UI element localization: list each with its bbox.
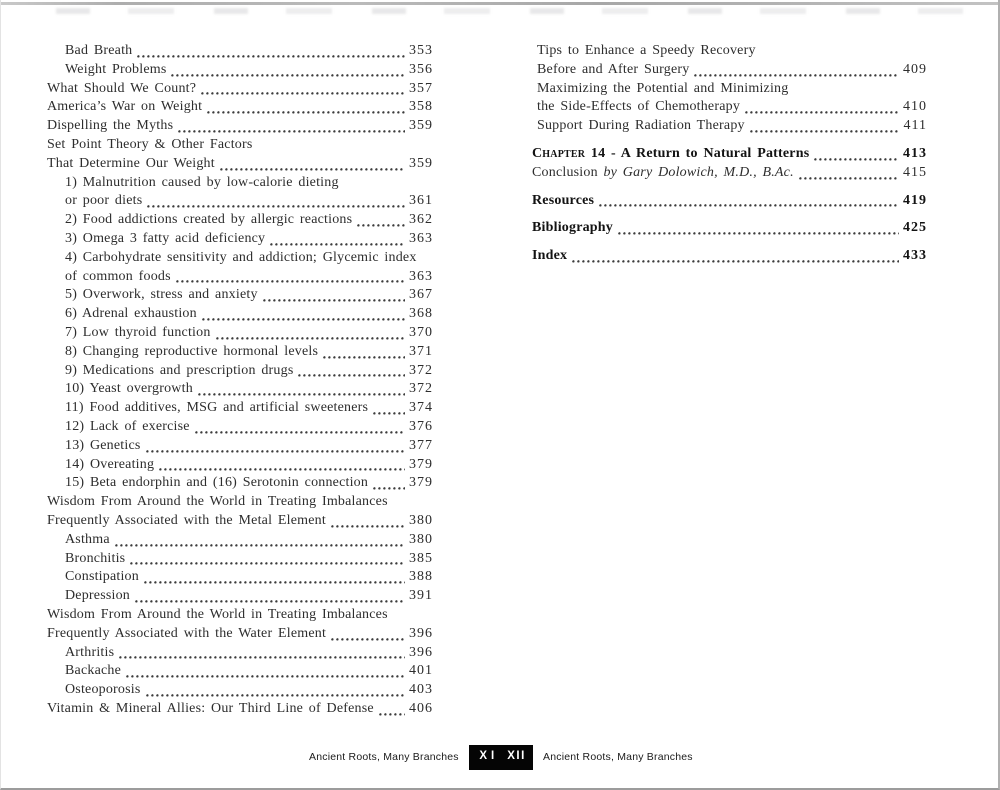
toc-entry-text: Depression: [65, 588, 130, 604]
toc-entry-wrap-line: Wisdom From Around the World in Treating Imbalances: [47, 494, 388, 510]
toc-entry-title: [65, 230, 265, 249]
footer-left-page: [309, 744, 504, 770]
toc-entry: [47, 42, 433, 61]
toc-entry-title: [65, 380, 193, 399]
toc-entry-title: [65, 568, 139, 587]
dot-leader: [216, 324, 405, 343]
toc-entry-text: Weight Problems: [65, 61, 167, 77]
toc-page-number: 379: [409, 456, 433, 472]
toc-entry-line: [532, 192, 927, 211]
toc-entry-text: 5) Overwork, stress and anxiety: [65, 287, 258, 303]
toc-entry-title: [532, 219, 613, 238]
toc-entry-title: [65, 418, 190, 437]
toc-entry-line: [65, 550, 433, 569]
toc-page-number: 380: [409, 512, 433, 528]
toc-page-number: 396: [409, 625, 433, 641]
toc-page-number: 379: [409, 475, 433, 491]
toc-entry: [532, 117, 927, 136]
dot-leader: [814, 145, 899, 164]
dot-leader: [298, 362, 405, 381]
toc-entry-line: [537, 117, 927, 136]
toc-entry-title: [65, 399, 368, 418]
toc-entry-text: 14 - A Return to Natural Patterns: [585, 145, 810, 161]
chapter-smallcaps-label: Chapter: [532, 145, 586, 161]
dot-leader: [146, 681, 405, 700]
toc-entry-line: [65, 286, 433, 305]
toc-page-number: 362: [409, 212, 433, 228]
toc-entry-text: Asthma: [65, 531, 110, 547]
toc-entry-line: [65, 192, 433, 211]
toc-page-number: 406: [409, 700, 433, 716]
toc-page-number: 409: [903, 61, 927, 77]
toc-entry-text: 11) Food additives, MSG and artificial sweeteners: [65, 400, 369, 416]
toc-entry: [47, 399, 433, 418]
toc-entry: [47, 211, 433, 230]
toc-page-number: 361: [409, 193, 433, 209]
toc-entry-title: [65, 61, 166, 80]
toc-entry-line: [65, 531, 433, 550]
toc-entry-text: 6) Adrenal exhaustion: [65, 306, 197, 322]
toc-entry-title: [47, 625, 326, 644]
toc-entry-line: [65, 681, 433, 700]
toc-entry: [47, 681, 433, 700]
toc-entry-title: [47, 155, 215, 174]
toc-page-number: 372: [409, 362, 433, 378]
dot-leader: [572, 247, 899, 266]
toc-entry-line: [65, 343, 433, 362]
toc-entry: [47, 343, 433, 362]
toc-entry: [532, 42, 927, 80]
toc-entry-line: [65, 568, 433, 587]
toc-entry-text: 15) Beta endorphin and (16) Serotonin connection: [65, 475, 369, 491]
toc-page-number: 410: [903, 99, 927, 115]
toc-entry: [532, 164, 927, 183]
toc-entry-title: [65, 286, 258, 305]
toc-page-number: 403: [409, 682, 433, 698]
toc-page-number: 419: [903, 192, 927, 208]
toc-entry-line: [47, 117, 433, 136]
footer-right-page: [498, 744, 693, 770]
toc-page-number: 371: [409, 343, 433, 359]
dot-leader: [357, 211, 405, 230]
toc-entry-line: [47, 512, 433, 531]
toc-entry-text: Index: [532, 248, 568, 264]
toc-page-number: 396: [409, 644, 433, 660]
toc-entry: [47, 662, 433, 681]
dot-leader: [198, 380, 405, 399]
toc-entry: [532, 247, 927, 266]
toc-entry-text: or poor diets: [65, 193, 143, 209]
toc-entry-title: [65, 42, 132, 61]
toc-entry: [47, 568, 433, 587]
toc-entry-wrap-line: Set Point Theory & Other Factors: [47, 136, 253, 152]
toc-page-number: 367: [409, 287, 433, 303]
dot-leader: [201, 80, 405, 99]
dot-leader: [126, 662, 405, 681]
toc-entry-line: [537, 98, 927, 117]
toc-entry: [47, 80, 433, 99]
dot-leader: [745, 98, 899, 117]
toc-entry-title: [65, 324, 211, 343]
toc-entry-line: [47, 700, 433, 719]
toc-entry-line: [65, 456, 433, 475]
toc-entry-text: Bad Breath: [65, 43, 133, 58]
toc-entry-title: [47, 80, 196, 99]
toc-entry: [47, 550, 433, 569]
toc-entry-title: [65, 268, 171, 287]
toc-entry-title: [65, 437, 141, 456]
toc-entry-line: [532, 219, 927, 238]
toc-page-number: 425: [903, 220, 927, 236]
dot-leader: [147, 192, 405, 211]
dot-leader: [137, 42, 405, 61]
toc-entry-title: [65, 192, 142, 211]
page-footer: [1, 744, 1000, 774]
dot-leader: [379, 700, 405, 719]
dot-leader: [119, 644, 405, 663]
dot-leader: [146, 437, 405, 456]
toc-entry: [47, 286, 433, 305]
toc-entry-line: [65, 211, 433, 230]
dot-leader: [130, 550, 405, 569]
scan-smudge-artifact: [56, 8, 963, 14]
toc-page-number: 363: [409, 230, 433, 246]
toc-entry-line: [532, 164, 927, 183]
toc-page-number: 359: [409, 118, 433, 134]
toc-entry: [47, 136, 433, 174]
page-number-box-right: XII: [498, 745, 533, 770]
toc-entry-line: [532, 145, 927, 164]
toc-entry-title: [65, 211, 352, 230]
toc-entry-line: [65, 644, 433, 663]
toc-entry-text: 14) Overeating: [65, 456, 155, 472]
toc-entry-title: [532, 164, 794, 183]
toc-entry-text: America’s War on Weight: [47, 99, 203, 115]
toc-entry: [47, 98, 433, 117]
toc-entry-title: [65, 587, 130, 606]
toc-entry-text: Conclusion: [532, 164, 598, 180]
toc-entry-title: [65, 343, 318, 362]
toc-entry: [47, 418, 433, 437]
toc-entry-wrap-line: Tips to Enhance a Speedy Recovery: [537, 43, 756, 58]
toc-entry: [47, 644, 433, 663]
toc-entry: [47, 531, 433, 550]
toc-entry-line: [65, 587, 433, 606]
toc-entry-title: [65, 531, 110, 550]
toc-entry-text: 9) Medications and prescription drugs: [65, 362, 294, 378]
toc-entry-text: Dispelling the Myths: [47, 118, 174, 134]
toc-left-column: [47, 42, 433, 719]
toc-entry-line: [65, 324, 433, 343]
dot-leader: [599, 192, 899, 211]
toc-page-number: 374: [409, 400, 433, 416]
toc-page-number: 415: [903, 164, 927, 180]
toc-entry-line: [65, 380, 433, 399]
dot-leader: [195, 418, 405, 437]
toc-entry: [47, 606, 433, 644]
toc-entry-title: [65, 305, 197, 324]
toc-entry: [47, 117, 433, 136]
toc-entry-text: Frequently Associated with the Metal Element: [47, 512, 326, 528]
toc-entry-line: [47, 155, 433, 174]
toc-page-number: 376: [409, 418, 433, 434]
dot-leader: [263, 286, 405, 305]
dot-leader: [618, 219, 899, 238]
toc-entry-text: 7) Low thyroid function: [65, 324, 211, 340]
dot-leader: [115, 531, 405, 550]
toc-entry-text: Before and After Surgery: [537, 61, 690, 77]
toc-page-number: 356: [409, 61, 433, 77]
toc-page-number: 413: [903, 145, 927, 161]
dot-leader: [373, 399, 405, 418]
toc-entry: [47, 61, 433, 80]
toc-entry-text: Resources: [532, 192, 595, 208]
toc-page-number: 411: [903, 118, 927, 134]
toc-page-number: 433: [903, 248, 927, 264]
toc-entry: [532, 145, 927, 164]
dot-leader: [694, 61, 899, 80]
toc-entry-line: [47, 98, 433, 117]
toc-entry-line: [65, 230, 433, 249]
toc-entry-line: [65, 305, 433, 324]
dot-leader: [331, 512, 405, 531]
toc-entry-title: [532, 145, 809, 164]
toc-entry-text: That Determine Our Weight: [47, 155, 215, 171]
toc-page-number: 353: [409, 43, 433, 58]
toc-entry-text: of common foods: [65, 268, 171, 284]
toc-entry-line: [47, 80, 433, 99]
toc-entry: [47, 174, 433, 212]
toc-page-number: 358: [409, 99, 433, 115]
toc-entry-text: Backache: [65, 663, 122, 679]
toc-entry-wrap-line: Wisdom From Around the World in Treating Imbalances: [47, 606, 388, 622]
page-number-box-left: XI: [469, 745, 504, 770]
toc-right-column: [532, 42, 927, 266]
toc-entry-title: [65, 681, 141, 700]
toc-entry-byline: by Gary Dolowich, M.D., B.Ac.: [597, 164, 794, 180]
toc-entry: [47, 249, 433, 287]
toc-entry: [47, 380, 433, 399]
toc-entry-line: [65, 399, 433, 418]
toc-page-number: 357: [409, 80, 433, 96]
toc-entry: [47, 305, 433, 324]
toc-entry-line: [65, 418, 433, 437]
toc-entry-text: 2) Food addictions created by allergic reactions: [65, 212, 353, 228]
toc-page-number: 377: [409, 437, 433, 453]
toc-entry-wrap-line: 1) Malnutrition caused by low-calorie dieting: [65, 174, 339, 190]
dot-leader: [171, 61, 405, 80]
toc-entry: [47, 362, 433, 381]
toc-entry-line: [65, 474, 433, 493]
toc-entry-line: [65, 268, 433, 287]
toc-entry: [47, 474, 433, 493]
toc-entry: [532, 80, 927, 118]
toc-page-number: 363: [409, 268, 433, 284]
toc-entry-line: [537, 61, 927, 80]
book-title: Ancient Roots, Many Branches: [309, 751, 459, 763]
toc-entry-title: [532, 192, 594, 211]
toc-entry-title: [537, 117, 745, 136]
dot-leader: [220, 155, 405, 174]
toc-entry-text: 12) Lack of exercise: [65, 418, 190, 434]
toc-entry-title: [537, 98, 740, 117]
toc-entry-text: 13) Genetics: [65, 437, 141, 453]
toc-entry-line: [65, 362, 433, 381]
toc-entry-text: Osteoporosis: [65, 682, 141, 698]
toc-entry-line: [65, 662, 433, 681]
toc-entry-wrap-line: Maximizing the Potential and Minimizing: [537, 80, 789, 96]
toc-entry-line: [65, 61, 433, 80]
toc-entry-text: Support During Radiation Therapy: [537, 118, 745, 134]
toc-entry-text: the Side-Effects of Chemotherapy: [537, 99, 741, 115]
toc-entry-title: [532, 247, 567, 266]
toc-entry-text: Bronchitis: [65, 550, 126, 566]
toc-entry-title: [65, 644, 114, 663]
toc-entry-text: What Should We Count?: [47, 80, 197, 96]
dot-leader: [270, 230, 405, 249]
toc-entry-title: [65, 662, 121, 681]
toc-entry-title: [47, 98, 202, 117]
toc-entry-title: [65, 474, 368, 493]
toc-page-number: 359: [409, 155, 433, 171]
toc-entry-text: Frequently Associated with the Water Element: [47, 625, 327, 641]
toc-entry-text: 8) Changing reproductive hormonal levels: [65, 343, 319, 359]
dot-leader: [176, 268, 405, 287]
toc-entry-title: [65, 362, 293, 381]
toc-entry: [47, 700, 433, 719]
toc-entry: [47, 324, 433, 343]
dot-leader: [373, 474, 405, 493]
toc-entry: [47, 437, 433, 456]
toc-page-number: 372: [409, 381, 433, 397]
toc-page-number: 401: [409, 663, 433, 679]
toc-entry: [47, 493, 433, 531]
toc-page-number: 370: [409, 324, 433, 340]
toc-entry-wrap-line: 4) Carbohydrate sensitivity and addiction; Glycemic index: [65, 249, 417, 265]
book-title: Ancient Roots, Many Branches: [543, 751, 693, 763]
toc-entry: [47, 456, 433, 475]
toc-entry-title: [65, 550, 125, 569]
toc-entry: [532, 192, 927, 211]
toc-entry-title: [47, 117, 173, 136]
toc-entry-line: [532, 247, 927, 266]
toc-entry-text: 10) Yeast overgrowth: [65, 381, 193, 397]
dot-leader: [178, 117, 405, 136]
toc-entry-text: 3) Omega 3 fatty acid deficiency: [65, 230, 266, 246]
toc-entry-title: [47, 512, 326, 531]
dot-leader: [323, 343, 405, 362]
toc-entry-text: Constipation: [65, 569, 139, 585]
dot-leader: [207, 98, 405, 117]
dot-leader: [331, 625, 405, 644]
dot-leader: [144, 568, 405, 587]
dot-leader: [159, 456, 405, 475]
toc-page-number: 380: [409, 531, 433, 547]
toc-page-number: 385: [409, 550, 433, 566]
toc-entry-line: [47, 625, 433, 644]
toc-entry: [532, 219, 927, 238]
dot-leader: [135, 587, 405, 606]
toc-page-number: 388: [409, 569, 433, 585]
dot-leader: [202, 305, 405, 324]
toc-entry-line: [65, 437, 433, 456]
toc-page-number: 391: [409, 588, 433, 604]
toc-entry-text: Bibliography: [532, 220, 613, 236]
toc-page-number: 368: [409, 306, 433, 322]
dot-leader: [799, 164, 899, 183]
toc-entry-title: [537, 61, 689, 80]
dot-leader: [750, 117, 900, 136]
toc-entry-line: [65, 42, 433, 61]
toc-entry: [47, 230, 433, 249]
scan-edge-artifact: [1, 2, 998, 5]
toc-entry-text: Vitamin & Mineral Allies: Our Third Line of Defense: [47, 700, 374, 716]
toc-entry-title: [65, 456, 154, 475]
toc-entry-title: [47, 700, 374, 719]
toc-entry-text: Arthritis: [65, 644, 115, 660]
toc-entry: [47, 587, 433, 606]
